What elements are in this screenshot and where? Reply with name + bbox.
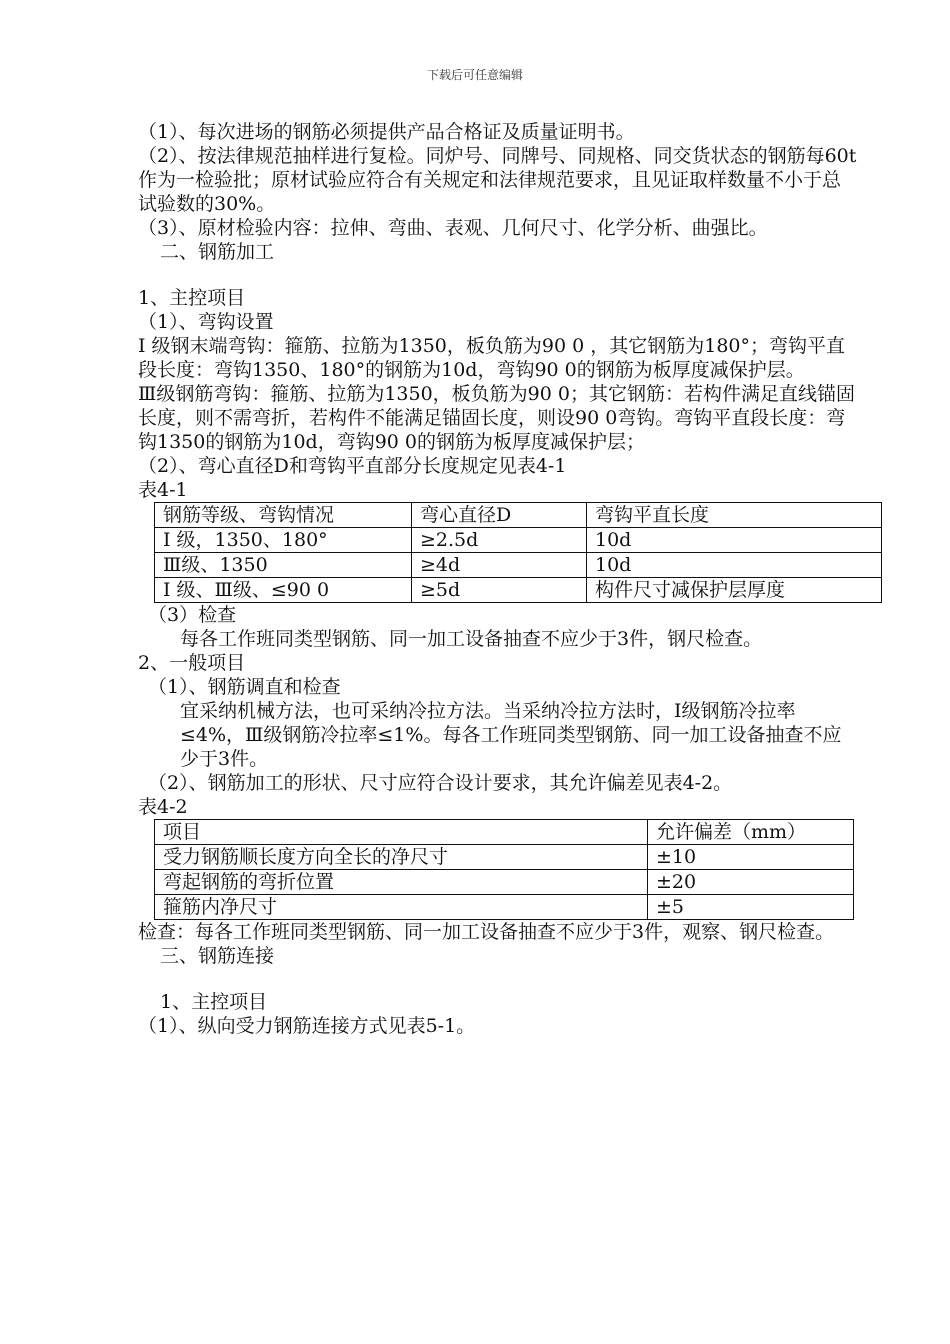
table-cell: Ⅲ级、1350 — [155, 553, 412, 578]
section-title-connection: 三、钢筋连接 — [160, 945, 275, 967]
section-title-processing: 二、钢筋加工 — [160, 241, 275, 263]
table-cell: Ⅰ 级，1350、180° — [155, 528, 412, 553]
table-cell: ±10 — [648, 845, 854, 870]
table-cell: 10d — [587, 528, 882, 553]
table-cell: 箍筋内净尺寸 — [155, 895, 648, 920]
document-body — [138, 120, 858, 1038]
table-cell: 受力钢筋顺长度方向全长的净尺寸 — [155, 845, 648, 870]
table1-caption: 表4-1 — [138, 479, 188, 501]
hook-title: （1）、弯钩设置 — [138, 311, 274, 333]
table-header-row — [155, 820, 854, 845]
check-title: （3）检查 — [148, 604, 237, 626]
table2-caption: 表4-2 — [138, 796, 188, 818]
table-header-row — [155, 503, 882, 528]
table-cell: ≥2.5d — [412, 528, 587, 553]
check2-paragraph: 检查：每各工作班同类型钢筋、同一加工设备抽查不应少于3件，观察、钢尺检查。 — [138, 921, 835, 943]
table-cell: ±5 — [648, 895, 854, 920]
general-items-title: 2、一般项目 — [138, 652, 246, 674]
table-cell: 弯起钢筋的弯折位置 — [155, 870, 648, 895]
hook-grade3-paragraph: Ⅲ级钢筋弯钩：箍筋、拉筋为1350，板负筋为90 0；其它钢筋：若构件满足直线锚固长度，则不需弯折，若构件不能满足锚固长度，则设90 0弯钩。弯钩平直段长度：弯钩1350的钢筋为10d，弯钩90 0的钢筋为板厚度减保护层； — [138, 383, 855, 453]
hook-grade1-paragraph: Ⅰ 级钢末端弯钩：箍筋、拉筋为1350，板负筋为90 0 ，其它钢筋为180°；弯钩平直段长度：弯钩1350、180°的钢筋为10d，弯钩90 0的钢筋为板厚度减保护层。 — [138, 335, 846, 381]
table-header-cell: 允许偏差（mm） — [648, 820, 854, 845]
straighten-title: （1）、钢筋调直和检查 — [148, 676, 341, 698]
table-row — [155, 553, 882, 578]
table-header-cell: 项目 — [155, 820, 648, 845]
page-header: 下载后可任意编辑 — [426, 68, 523, 82]
table-cell: ≥4d — [412, 553, 587, 578]
shape-paragraph: （2）、钢筋加工的形状、尺寸应符合设计要求，其允许偏差见表4-2。 — [148, 772, 733, 794]
connection-paragraph: （1）、纵向受力钢筋连接方式见表5-1。 — [138, 1015, 476, 1037]
paragraph-sampling: （2）、按法律规范抽样进行复检。同炉号、同牌号、同规格、同交货状态的钢筋每60t 作为一检验批；原材试验应符合有关规定和法律规范要求，且见证取样数量不小于总试验数的30%。 — [138, 145, 857, 215]
table-cell: ±20 — [648, 870, 854, 895]
table-4-2 — [154, 819, 854, 920]
straighten-paragraph: 宜采纳机械方法，也可采纳冷拉方法。当采纳冷拉方法时，Ⅰ级钢筋冷拉率≤4%，Ⅲ级钢筋冷拉率≤1%。每各工作班同类型钢筋、同一加工设备抽查不应少于3件。 — [180, 700, 842, 770]
table-row — [155, 895, 854, 920]
table-4-1 — [154, 502, 882, 603]
table-header-cell: 弯钩平直长度 — [587, 503, 882, 528]
diameter-rule-title: （2）、弯心直径D和弯钩平直部分长度规定见表4-1 — [138, 455, 567, 477]
table-header-cell: 钢筋等级、弯钩情况 — [155, 503, 412, 528]
table-row — [155, 870, 854, 895]
table-row — [155, 845, 854, 870]
table-header-cell: 弯心直径D — [412, 503, 587, 528]
table-cell: Ⅰ 级、Ⅲ级、≤90 0 — [155, 578, 412, 603]
table-cell: 10d — [587, 553, 882, 578]
table-cell: 构件尺寸减保护层厚度 — [587, 578, 882, 603]
paragraph-certificate: （1）、每次进场的钢筋必须提供产品合格证及质量证明书。 — [138, 121, 635, 143]
check-paragraph: 每各工作班同类型钢筋、同一加工设备抽查不应少于3件，钢尺检查。 — [180, 628, 763, 650]
table-row — [155, 578, 882, 603]
table-cell: ≥5d — [412, 578, 587, 603]
main-items-title: 1、主控项目 — [138, 287, 246, 309]
spacer — [138, 264, 858, 286]
spacer — [138, 968, 858, 990]
paragraph-inspection-content: （3）、原材检验内容：拉伸、弯曲、表观、几何尺寸、化学分析、曲强比。 — [138, 217, 768, 239]
table-row — [155, 528, 882, 553]
main-items2-title: 1、主控项目 — [160, 991, 268, 1013]
